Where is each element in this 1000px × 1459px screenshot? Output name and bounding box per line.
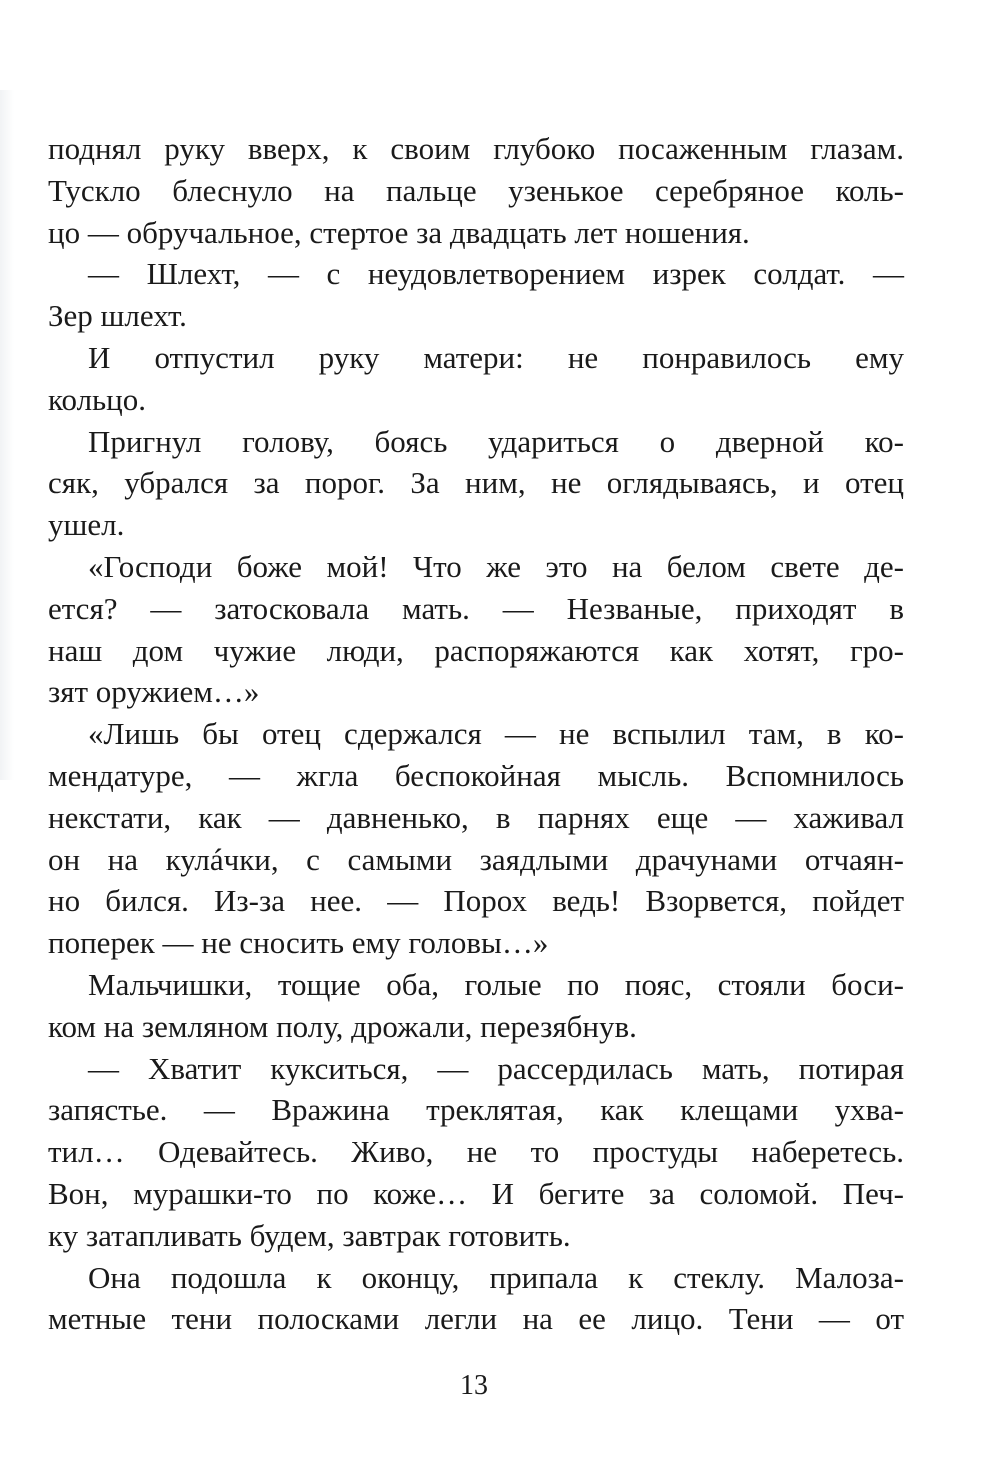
text-line: мендатуре, — жгла беспокойная мысль. Вспомнилось [48, 757, 904, 793]
text-line: ется? — затосковала мать. — Незваные, приходят в [48, 590, 904, 626]
text-line: сяк, убрался за порог. За ним, не оглядываясь, и отец [48, 465, 904, 501]
text-line: Тускло блеснуло на пальце узенькое серебряное коль- [48, 172, 904, 208]
text-line: Она подошла к оконцу, припала к стеклу. Малоза- [88, 1259, 904, 1295]
text-line: — Шлехт, — с неудовлетворением изрек солдат. — [88, 256, 904, 292]
text-line: ком на земляном полу, дрожали, перезябнув. [48, 1008, 637, 1044]
text-line: он на кулáчки, с самыми заядлыми драчунами отчаян- [48, 841, 904, 877]
text-line: но бился. Из-за нее. — Порох ведь! Взорвется, пойдет [48, 883, 904, 919]
text-line: Вон, мурашки-то по коже… И бегите за соломой. Печ- [48, 1175, 904, 1211]
text-line: тил… Одевайтесь. Живо, не то простуды наберетесь. [48, 1134, 904, 1170]
text-line: — Хватит кукситься, — рассердилась мать, потирая [88, 1050, 904, 1086]
text-line: метные тени полосками легли на ее лицо. Тени — от [48, 1301, 904, 1337]
text-line: «Лишь бы отец сдержался — не вспылил там, в ко- [88, 716, 904, 752]
text-line: ку затапливать будем, завтрак готовить. [48, 1217, 571, 1253]
text-line: зят оружием…» [48, 674, 260, 710]
text-line: «Господи боже мой! Что же это на белом свете де- [88, 548, 904, 584]
text-line: поперек — не сносить ему головы…» [48, 925, 549, 961]
text-line: запястье. — Вражина треклятая, как клещами ухва- [48, 1092, 904, 1128]
text-line: цо — обручальное, стертое за двадцать лет ношения. [48, 214, 750, 250]
text-line: кольцо. [48, 381, 147, 417]
page-number: 13 [460, 1370, 488, 1401]
text-line: ушел. [48, 507, 125, 543]
text-line: поднял руку вверх, к своим глубоко посаженным глазам. [48, 131, 904, 166]
text-line: наш дом чужие люди, распоряжаются как хотят, гро- [48, 632, 904, 668]
text-line: Мальчишки, тощие оба, голые по пояс, стояли боси- [88, 966, 904, 1002]
text-line: Зер шлехт. [48, 298, 187, 334]
body-text [48, 128, 904, 1340]
text-line: Пригнул голову, боясь удариться о дверной ко- [88, 423, 904, 459]
page-edge-shadow [0, 90, 14, 780]
text-line: некстати, как — давненько, в парнях еще — хаживал [48, 799, 904, 835]
text-line: И отпустил руку матери: не понравилось ему [88, 339, 904, 375]
